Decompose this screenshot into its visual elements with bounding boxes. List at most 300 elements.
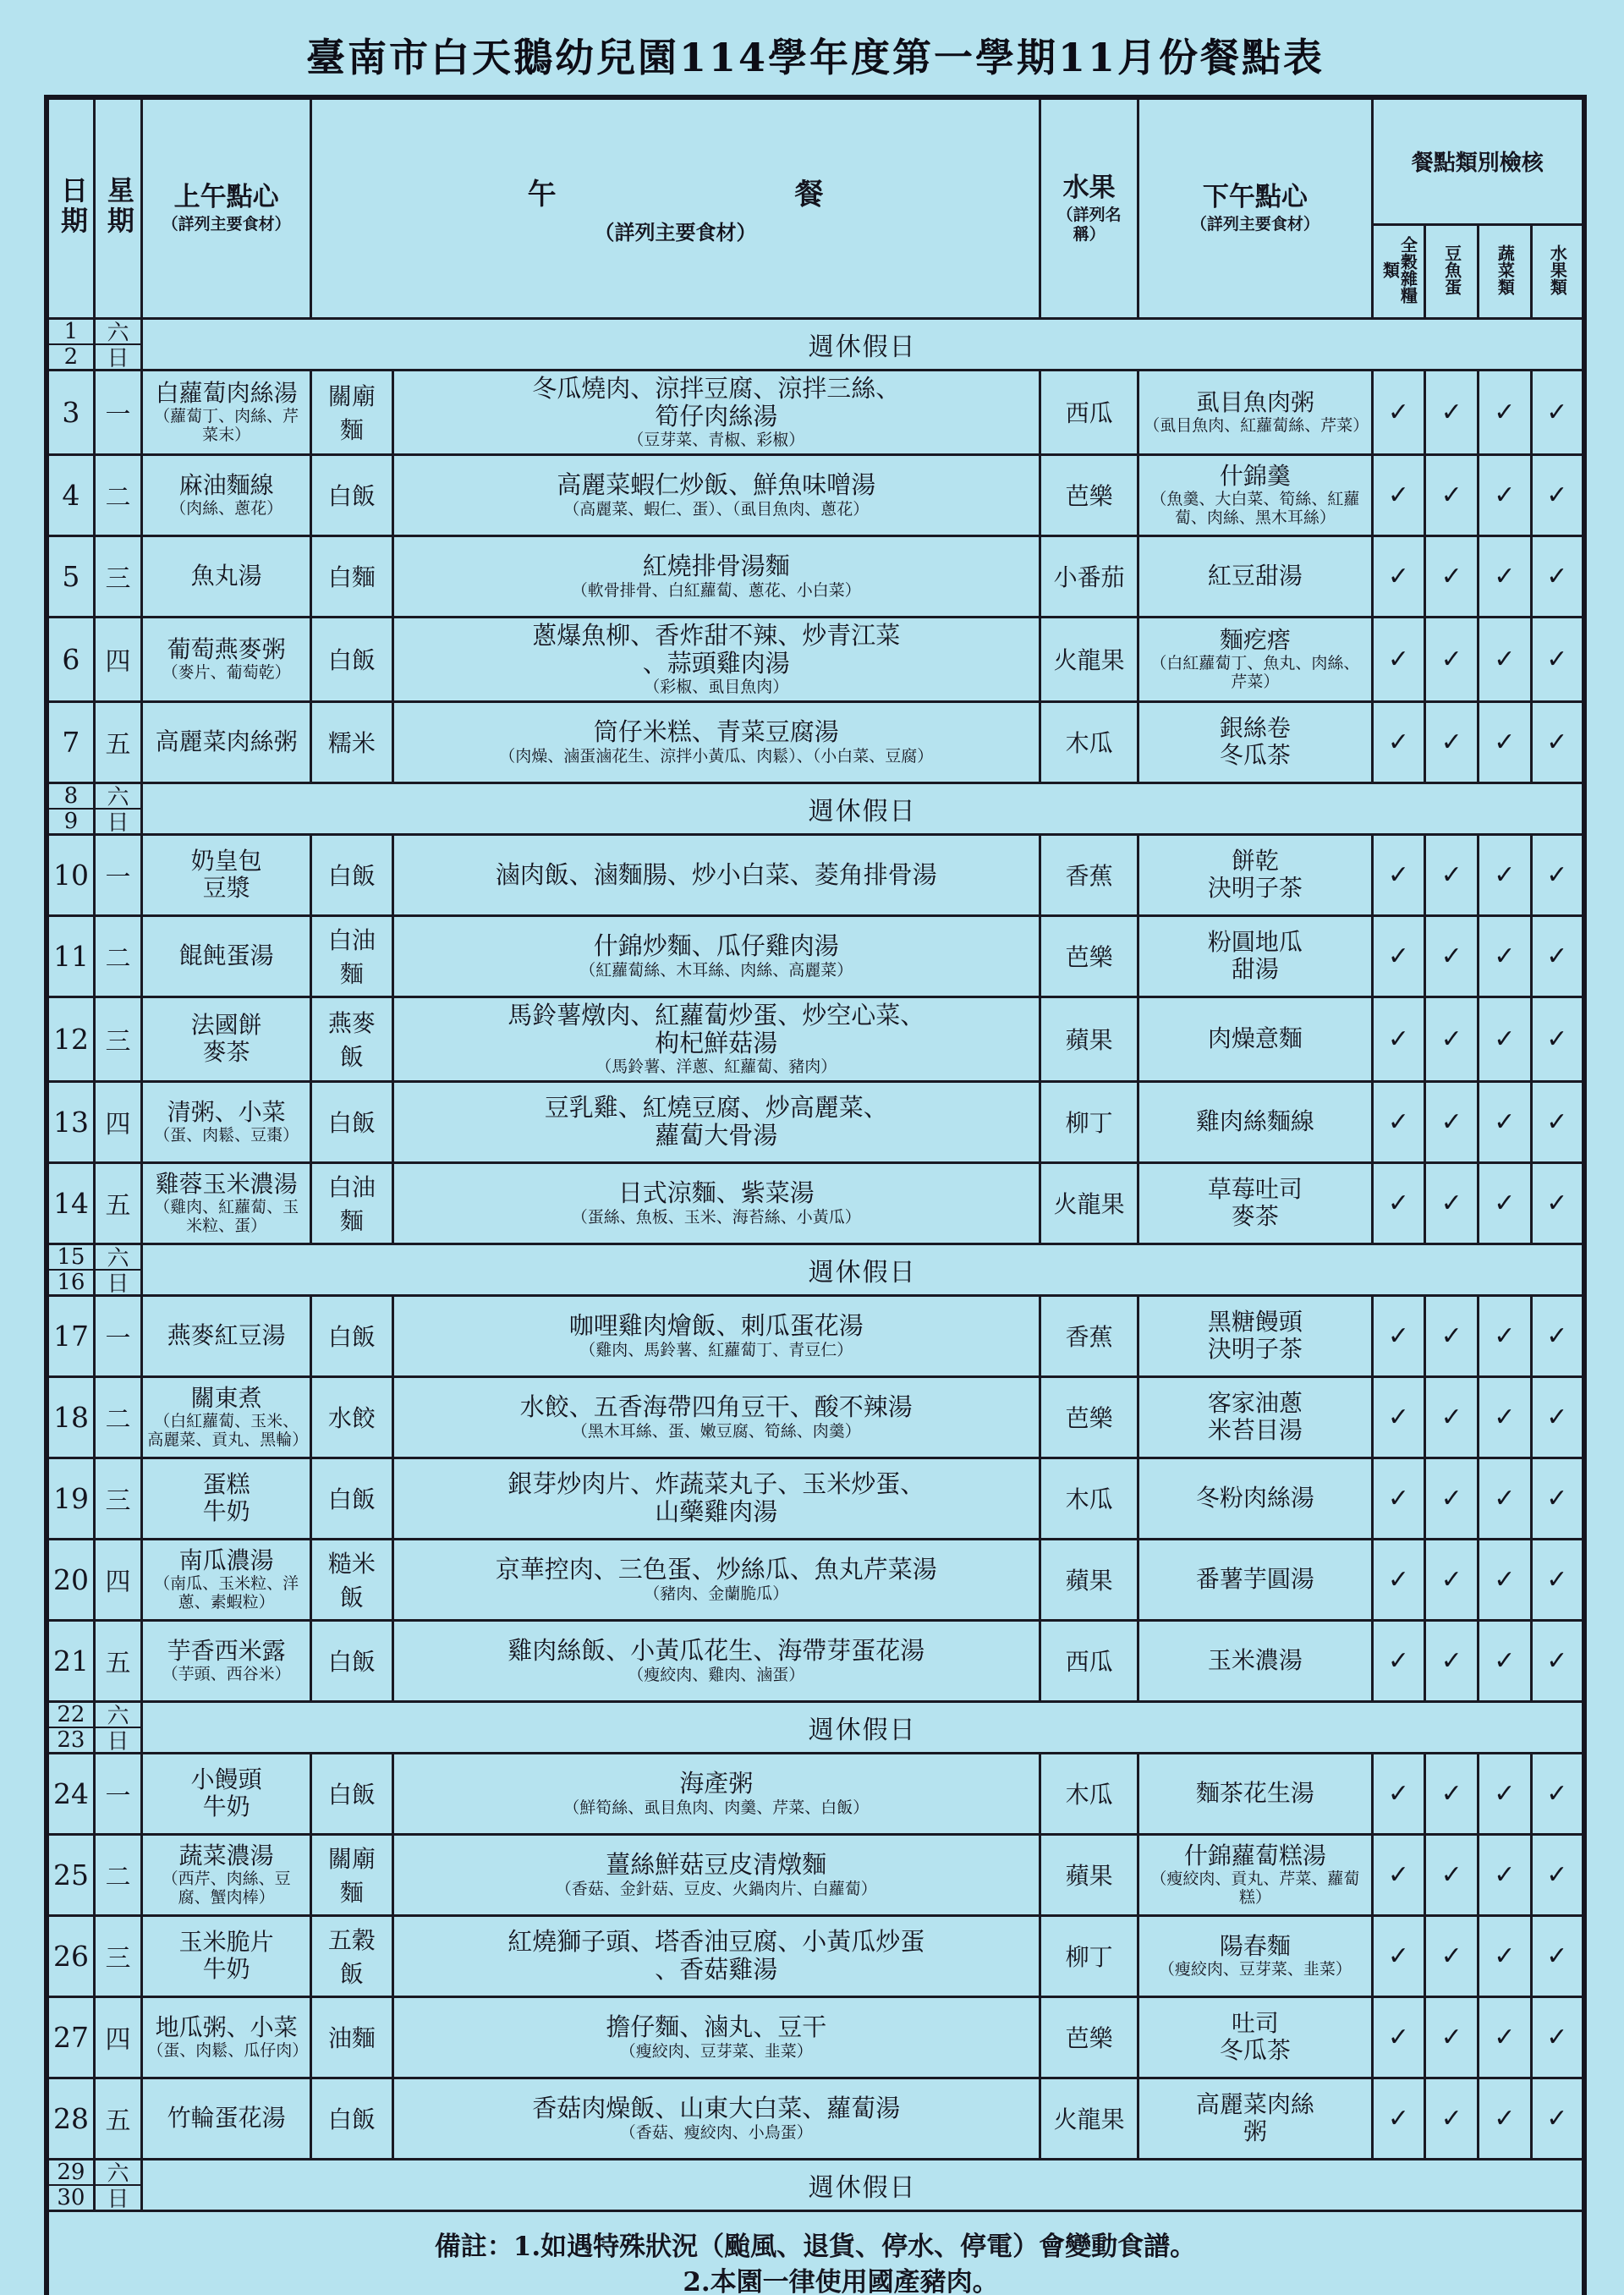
col-header-vegetables — [1479, 224, 1532, 318]
morning-snack-cell — [142, 1539, 311, 1620]
menu-item-text: 筍仔肉絲湯 — [655, 401, 778, 431]
menu-item-text: 牛奶 — [202, 1497, 250, 1526]
menu-day-row — [47, 1376, 1584, 1458]
weekday-cell: 五 — [94, 701, 141, 782]
lunch-cell — [392, 1539, 1040, 1620]
menu-ingredients-text: （軟骨排骨、白紅蘿蔔、蔥花、小白菜） — [571, 580, 861, 600]
lunch-cell — [392, 1162, 1040, 1244]
checkmark-cell: ✓ — [1372, 997, 1425, 1081]
menu-ingredients-text: （肉燥、滷蛋滷花生、涼拌小黃瓜、肉鬆）、（小白菜、豆腐） — [499, 746, 934, 766]
menu-item-text: 紅豆甜湯 — [1207, 562, 1303, 590]
date-pair-cell — [47, 782, 94, 834]
menu-ingredients-text: （魚羹、大白菜、筍絲、紅蘿蔔、肉絲、黑木耳絲） — [1150, 489, 1360, 528]
menu-day-row — [47, 1081, 1584, 1162]
morning-snack-cell — [142, 454, 311, 535]
checkmark-cell: ✓ — [1531, 1081, 1584, 1162]
date-pair-cell — [47, 1244, 94, 1295]
checkmark-cell: ✓ — [1425, 1996, 1479, 2078]
afternoon-snack-cell — [1138, 1915, 1372, 1996]
checkmark-cell: ✓ — [1531, 915, 1584, 997]
fruit-cell: 芭樂 — [1040, 915, 1138, 997]
checkmark-cell: ✓ — [1531, 1458, 1584, 1539]
menu-item-text: 黑糖饅頭 — [1207, 1308, 1303, 1337]
fruit-cell: 蘋果 — [1040, 1539, 1138, 1620]
menu-item-text: 牛奶 — [202, 1793, 250, 1821]
menu-day-row — [47, 617, 1584, 701]
weekday-cell: 一 — [94, 1295, 141, 1376]
date-value: 29 — [49, 2160, 93, 2186]
menu-item-text: 竹輪蛋花湯 — [167, 2104, 286, 2133]
checkmark-cell: ✓ — [1372, 1996, 1425, 2078]
menu-item-text: 高麗菜肉絲 — [1195, 2090, 1314, 2119]
checkmark-cell: ✓ — [1479, 370, 1532, 454]
menu-ingredients-text: （白紅蘿蔔丁、魚丸、肉絲、芹菜） — [1150, 653, 1360, 692]
menu-ingredients-text: （紅蘿蔔絲、木耳絲、肉絲、高麗菜） — [579, 960, 853, 980]
date-cell: 12 — [47, 997, 94, 1081]
date-cell: 14 — [47, 1162, 94, 1244]
morning-snack-cell — [142, 1162, 311, 1244]
weekend-label: 週休假日 — [142, 782, 1584, 834]
date-cell: 6 — [47, 617, 94, 701]
staple-cell: 白麵 — [311, 535, 392, 617]
checkmark-cell: ✓ — [1372, 1295, 1425, 1376]
menu-ingredients-text: （黑木耳絲、蛋、嫩豆腐、筍絲、肉羹） — [571, 1421, 861, 1441]
menu-item-text: 粉圓地瓜 — [1207, 928, 1303, 956]
menu-item-text: 日式涼麵、紫菜湯 — [617, 1178, 815, 1208]
vegetables-header-label: 蔬菜類 — [1495, 244, 1516, 295]
staple-cell: 白飯 — [311, 1620, 392, 1701]
fruit-cell: 火龍果 — [1040, 1162, 1138, 1244]
staple-cell: 關廟麵 — [311, 370, 392, 454]
checkmark-cell: ✓ — [1479, 454, 1532, 535]
menu-table-footer — [47, 2210, 1584, 2295]
weekend-label: 週休假日 — [142, 1701, 1584, 1753]
morning-snack-cell — [142, 1295, 311, 1376]
fruit-cell: 西瓜 — [1040, 370, 1138, 454]
checkmark-cell: ✓ — [1372, 617, 1425, 701]
afternoon-snack-cell — [1138, 1295, 1372, 1376]
checkmark-cell: ✓ — [1479, 1539, 1532, 1620]
note-line-2: 2.本園一律使用國產豬肉。 — [683, 2266, 999, 2295]
checkmark-cell: ✓ — [1372, 1376, 1425, 1458]
menu-item-text: 豆漿 — [202, 874, 250, 903]
checkmark-cell: ✓ — [1372, 1834, 1425, 1915]
weekday-cell: 四 — [94, 1081, 141, 1162]
checkmark-cell: ✓ — [1479, 1620, 1532, 1701]
menu-item-text: 玉米濃湯 — [1207, 1646, 1303, 1675]
menu-item-text: 雞肉絲飯、小黃瓜花生、海帶芽蛋花湯 — [508, 1636, 925, 1666]
weekday-value: 六 — [96, 784, 140, 810]
fruit-cell: 木瓜 — [1040, 701, 1138, 782]
menu-day-row — [47, 2078, 1584, 2159]
date-cell: 11 — [47, 915, 94, 997]
menu-ingredients-text: （鮮筍絲、虱目魚肉、肉羹、芹菜、白飯） — [563, 1798, 870, 1817]
checkmark-cell: ✓ — [1479, 2078, 1532, 2159]
morning-header-label: 上午點心 — [173, 182, 279, 213]
checkmark-cell: ✓ — [1531, 2078, 1584, 2159]
weekday-pair-cell — [94, 1244, 141, 1295]
date-value: 9 — [63, 808, 79, 834]
checkmark-cell: ✓ — [1531, 1539, 1584, 1620]
col-header-check-group: 餐點類別檢核 — [1372, 97, 1584, 224]
menu-item-text: 魚丸湯 — [190, 562, 262, 590]
fruit-cell: 芭樂 — [1040, 1996, 1138, 2078]
fruit-cell: 柳丁 — [1040, 1081, 1138, 1162]
weekday-cell: 三 — [94, 1458, 141, 1539]
menu-item-text: 高麗菜蝦仁炒飯、鮮魚味噌湯 — [557, 470, 876, 500]
date-value: 8 — [49, 784, 93, 810]
staple-cell: 白飯 — [311, 1458, 392, 1539]
lunch-cell — [392, 701, 1040, 782]
weekday-pair-cell — [94, 782, 141, 834]
checkmark-cell: ✓ — [1372, 834, 1425, 915]
menu-day-row — [47, 454, 1584, 535]
menu-item-text: 雞蓉玉米濃湯 — [155, 1169, 298, 1198]
checkmark-cell: ✓ — [1372, 2078, 1425, 2159]
menu-item-text: 麥茶 — [202, 1038, 250, 1067]
checkmark-cell: ✓ — [1425, 1081, 1479, 1162]
menu-item-text: 吐司 — [1231, 2009, 1279, 2038]
staple-cell: 白飯 — [311, 617, 392, 701]
afternoon-snack-cell — [1138, 1539, 1372, 1620]
menu-ingredients-text: （蛋絲、魚板、玉米、海苔絲、小黃瓜） — [571, 1207, 861, 1227]
menu-item-text: 筒仔米糕、青菜豆腐湯 — [593, 717, 839, 747]
menu-item-text: 什錦羹 — [1219, 461, 1291, 490]
menu-day-row — [47, 915, 1584, 997]
checkmark-cell: ✓ — [1425, 454, 1479, 535]
menu-item-text: 海產粥 — [679, 1769, 754, 1798]
lunch-cell — [392, 834, 1040, 915]
menu-item-text: 牛奶 — [202, 1955, 250, 1984]
menu-item-text: 麥茶 — [1231, 1202, 1279, 1231]
fruit-cell: 木瓜 — [1040, 1458, 1138, 1539]
table-header — [47, 97, 1584, 318]
menu-item-text: 小饅頭 — [190, 1765, 262, 1794]
menu-ingredients-text: （蛋、肉鬆、豆棗） — [154, 1126, 299, 1145]
menu-ingredients-text: （虱目魚肉、紅蘿蔔絲、芹菜） — [1144, 415, 1369, 435]
col-header-morning-snack — [142, 97, 311, 318]
col-header-weekday — [94, 97, 141, 318]
weekday-cell: 三 — [94, 997, 141, 1081]
menu-item-text: 芋香西米露 — [167, 1636, 286, 1665]
checkmark-cell: ✓ — [1531, 1915, 1584, 1996]
col-header-fruits-class — [1531, 224, 1584, 318]
menu-item-text: 麵茶花生湯 — [1195, 1779, 1314, 1808]
date-cell: 7 — [47, 701, 94, 782]
date-cell: 17 — [47, 1295, 94, 1376]
weekday-value: 日 — [107, 1271, 129, 1296]
menu-ingredients-text: （馬鈴薯、洋蔥、紅蘿蔔、豬肉） — [595, 1057, 837, 1077]
fruit-cell: 芭樂 — [1040, 454, 1138, 535]
menu-item-text: 燕麥紅豆湯 — [167, 1321, 286, 1350]
morning-snack-cell — [142, 617, 311, 701]
checkmark-cell: ✓ — [1425, 997, 1479, 1081]
menu-item-text: 什錦蘿蔔糕湯 — [1183, 1841, 1326, 1869]
weekend-label: 週休假日 — [142, 2159, 1584, 2210]
checkmark-cell: ✓ — [1425, 2078, 1479, 2159]
menu-item-text: 水餃、五香海帶四角豆干、酸不辣湯 — [519, 1392, 913, 1422]
afternoon-snack-cell — [1138, 2078, 1372, 2159]
morning-snack-cell — [142, 834, 311, 915]
checkmark-cell: ✓ — [1425, 1834, 1479, 1915]
menu-item-text: 番薯芋圓湯 — [1195, 1565, 1314, 1594]
date-pair-cell — [47, 1701, 94, 1753]
lunch-cell — [392, 915, 1040, 997]
menu-item-text: 紅燒排骨湯麵 — [642, 552, 790, 581]
menu-item-text: 草莓吐司 — [1207, 1175, 1303, 1204]
lunch-cell — [392, 1834, 1040, 1915]
checkmark-cell: ✓ — [1425, 535, 1479, 617]
fruit-cell: 火龍果 — [1040, 617, 1138, 701]
morning-snack-cell — [142, 1834, 311, 1915]
date-cell: 26 — [47, 1915, 94, 1996]
menu-item-text: 京華控肉、三色蛋、炒絲瓜、魚丸芹菜湯 — [495, 1555, 937, 1584]
fruit-cell: 蘋果 — [1040, 997, 1138, 1081]
menu-item-text: 南瓜濃湯 — [178, 1546, 274, 1574]
menu-item-text: 餅乾 — [1231, 847, 1279, 875]
menu-ingredients-text: （香菇、瘦絞肉、小鳥蛋） — [619, 2122, 813, 2142]
menu-day-row — [47, 834, 1584, 915]
menu-ingredients-text: （肉絲、蔥花） — [170, 498, 283, 518]
checkmark-cell: ✓ — [1372, 1458, 1425, 1539]
checkmark-cell: ✓ — [1372, 701, 1425, 782]
morning-snack-cell — [142, 1620, 311, 1701]
col-header-fruit — [1040, 97, 1138, 318]
menu-day-row — [47, 1996, 1584, 2078]
checkmark-cell: ✓ — [1425, 1458, 1479, 1539]
staple-cell: 白油麵 — [311, 915, 392, 997]
menu-item-text: 豆乳雞、紅燒豆腐、炒高麗菜、 — [544, 1092, 888, 1122]
checkmark-cell: ✓ — [1531, 454, 1584, 535]
col-header-grains — [1372, 224, 1425, 318]
menu-item-text: 玉米脆片 — [178, 1928, 274, 1957]
notes-row — [47, 2210, 1584, 2295]
checkmark-cell: ✓ — [1531, 1834, 1584, 1915]
date-cell: 3 — [47, 370, 94, 454]
date-value: 15 — [49, 1245, 93, 1271]
menu-ingredients-text: （豆芽菜、青椒、彩椒） — [628, 431, 805, 450]
checkmark-cell: ✓ — [1531, 1162, 1584, 1244]
checkmark-cell: ✓ — [1531, 535, 1584, 617]
staple-cell: 白飯 — [311, 1753, 392, 1834]
menu-item-text: 肉燥意麵 — [1207, 1024, 1303, 1053]
menu-item-text: 麵疙瘩 — [1219, 625, 1291, 654]
menu-day-row — [47, 1539, 1584, 1620]
menu-item-text: 咖哩雞肉燴飯、刺瓜蛋花湯 — [568, 1311, 864, 1341]
afternoon-snack-cell — [1138, 1081, 1372, 1162]
checkmark-cell: ✓ — [1425, 617, 1479, 701]
checkmark-cell: ✓ — [1479, 535, 1532, 617]
protein-header-label: 豆魚蛋 — [1441, 244, 1462, 295]
page-title: 臺南市白天鵝幼兒園114學年度第一學期11月份餐點表 — [305, 35, 1325, 80]
menu-item-text: 擔仔麵、滷丸、豆干 — [606, 2012, 827, 2042]
menu-item-text: 冬瓜茶 — [1219, 2036, 1291, 2065]
checkmark-cell: ✓ — [1479, 834, 1532, 915]
menu-item-text: 地瓜粥、小菜 — [155, 2012, 298, 2041]
weekday-pair-cell — [94, 2159, 141, 2210]
menu-day-row — [47, 701, 1584, 782]
menu-ingredients-text: （雞肉、馬鈴薯、紅蘿蔔丁、青豆仁） — [579, 1340, 853, 1359]
weekend-row — [47, 318, 1584, 370]
menu-day-row — [47, 1915, 1584, 1996]
col-header-date — [47, 97, 94, 318]
fruit-header-label: 水果 — [1062, 172, 1116, 203]
checkmark-cell: ✓ — [1531, 1620, 1584, 1701]
afternoon-snack-cell — [1138, 454, 1372, 535]
date-value: 1 — [49, 320, 93, 345]
checkmark-cell: ✓ — [1425, 701, 1479, 782]
lunch-header-label: 午 餐 — [527, 178, 824, 212]
menu-day-row — [47, 1620, 1584, 1701]
weekday-header-label: 星期 — [102, 176, 135, 238]
checkmark-cell: ✓ — [1372, 915, 1425, 997]
checkmark-cell: ✓ — [1479, 997, 1532, 1081]
weekday-pair-cell — [94, 318, 141, 370]
checkmark-cell: ✓ — [1479, 617, 1532, 701]
fruit-cell: 小番茄 — [1040, 535, 1138, 617]
fruit-cell: 香蕉 — [1040, 834, 1138, 915]
checkmark-cell: ✓ — [1531, 1376, 1584, 1458]
menu-item-text: 餛飩蛋湯 — [178, 942, 274, 970]
menu-item-text: 冬瓜燒肉、涼拌豆腐、涼拌三絲、 — [532, 373, 901, 403]
menu-item-text: 高麗菜肉絲粥 — [155, 727, 298, 756]
menu-item-text: 法國餅 — [190, 1011, 262, 1040]
date-value: 22 — [49, 1703, 93, 1728]
fruit-cell: 芭樂 — [1040, 1376, 1138, 1458]
fruit-cell: 西瓜 — [1040, 1620, 1138, 1701]
date-cell: 4 — [47, 454, 94, 535]
weekday-cell: 四 — [94, 1996, 141, 2078]
date-value: 23 — [57, 1727, 85, 1753]
menu-item-text: 枸杞鮮菇湯 — [655, 1029, 778, 1058]
afternoon-header-label: 下午點心 — [1202, 182, 1308, 213]
date-pair-cell — [47, 318, 94, 370]
date-cell: 21 — [47, 1620, 94, 1701]
weekend-row — [47, 1701, 1584, 1753]
weekday-cell: 五 — [94, 1620, 141, 1701]
checkmark-cell: ✓ — [1479, 701, 1532, 782]
weekday-cell: 二 — [94, 454, 141, 535]
weekend-row — [47, 1244, 1584, 1295]
afternoon-snack-cell — [1138, 834, 1372, 915]
menu-item-text: 雞肉絲麵線 — [1195, 1107, 1314, 1136]
weekday-cell: 二 — [94, 1834, 141, 1915]
menu-item-text: 奶皇包 — [190, 847, 262, 875]
menu-item-text: 香菇肉燥飯、山東大白菜、蘿蔔湯 — [532, 2094, 901, 2123]
staple-cell: 關廟麵 — [311, 1834, 392, 1915]
menu-ingredients-text: （瘦絞肉、豆芽菜、韭菜） — [1158, 1960, 1352, 1979]
lunch-cell — [392, 1295, 1040, 1376]
menu-ingredients-text: （彩椒、虱目魚肉） — [644, 678, 789, 697]
menu-item-text: 蘿蔔大骨湯 — [655, 1121, 778, 1150]
fruit-cell: 柳丁 — [1040, 1915, 1138, 1996]
date-cell: 27 — [47, 1996, 94, 2078]
morning-snack-cell — [142, 1753, 311, 1834]
checkmark-cell: ✓ — [1372, 1620, 1425, 1701]
col-header-afternoon-snack — [1138, 97, 1372, 318]
menu-item-text: 冬瓜茶 — [1219, 741, 1291, 770]
morning-snack-cell — [142, 701, 311, 782]
menu-item-text: 麻油麵線 — [178, 470, 274, 499]
checkmark-cell: ✓ — [1479, 915, 1532, 997]
staple-cell: 白飯 — [311, 454, 392, 535]
menu-ingredients-text: （雞肉、紅蘿蔔、玉米粒、蛋） — [154, 1197, 299, 1236]
menu-ingredients-text: （高麗菜、蝦仁、蛋）、（虱目魚肉、蔥花） — [563, 499, 870, 519]
menu-item-text: 甜湯 — [1231, 955, 1279, 984]
afternoon-snack-cell — [1138, 1162, 1372, 1244]
checkmark-cell: ✓ — [1372, 1539, 1425, 1620]
weekday-cell: 三 — [94, 535, 141, 617]
lunch-cell — [392, 1458, 1040, 1539]
menu-table — [44, 95, 1587, 2295]
menu-item-text: 馬鈴薯燉肉、紅蘿蔔炒蛋、炒空心菜、 — [508, 1000, 925, 1029]
weekday-value: 六 — [96, 1703, 140, 1728]
morning-snack-cell — [142, 1915, 311, 1996]
menu-ingredients-text: （蘿蔔丁、肉絲、芹菜末） — [154, 406, 299, 445]
menu-item-text: 、香菇雞湯 — [655, 1955, 778, 1985]
weekday-cell: 四 — [94, 1539, 141, 1620]
checkmark-cell: ✓ — [1479, 1295, 1532, 1376]
afternoon-snack-cell — [1138, 617, 1372, 701]
weekend-row — [47, 782, 1584, 834]
lunch-cell — [392, 617, 1040, 701]
date-cell: 13 — [47, 1081, 94, 1162]
date-cell: 20 — [47, 1539, 94, 1620]
menu-item-text: 清粥、小菜 — [167, 1097, 286, 1126]
date-cell: 19 — [47, 1458, 94, 1539]
checkmark-cell: ✓ — [1531, 617, 1584, 701]
menu-item-text: 決明子茶 — [1207, 874, 1303, 903]
menu-ingredients-text: （白紅蘿蔔、玉米、高麗菜、貢丸、黑輪） — [147, 1411, 309, 1450]
weekday-cell: 三 — [94, 1915, 141, 1996]
lunch-cell — [392, 1996, 1040, 2078]
note-line-1: 備註：1.如遇特殊狀況（颱風、退貨、停水、停電）會變動食譜。 — [434, 2231, 1197, 2262]
checkmark-cell: ✓ — [1531, 701, 1584, 782]
date-pair-cell — [47, 2159, 94, 2210]
afternoon-snack-cell — [1138, 535, 1372, 617]
staple-cell: 燕麥飯 — [311, 997, 392, 1081]
menu-item-text: 滷肉飯、滷麵腸、炒小白菜、菱角排骨湯 — [495, 859, 937, 889]
checkmark-cell: ✓ — [1531, 834, 1584, 915]
afternoon-snack-cell — [1138, 1753, 1372, 1834]
checkmark-cell: ✓ — [1531, 1295, 1584, 1376]
morning-snack-cell — [142, 2078, 311, 2159]
date-value: 2 — [63, 343, 79, 370]
afternoon-snack-cell — [1138, 1458, 1372, 1539]
afternoon-snack-cell — [1138, 1996, 1372, 2078]
menu-table-body — [47, 318, 1584, 2210]
afternoon-header-sublabel: （詳列主要食材） — [1190, 215, 1320, 234]
staple-cell: 油麵 — [311, 1996, 392, 2078]
menu-item-text: 客家油蔥 — [1207, 1389, 1303, 1418]
afternoon-snack-cell — [1138, 370, 1372, 454]
fruit-cell: 香蕉 — [1040, 1295, 1138, 1376]
morning-snack-cell — [142, 535, 311, 617]
staple-cell: 水餃 — [311, 1376, 392, 1458]
morning-snack-cell — [142, 997, 311, 1081]
fruits-class-header-label: 水果類 — [1547, 244, 1568, 295]
date-cell: 25 — [47, 1834, 94, 1915]
lunch-cell — [392, 1081, 1040, 1162]
fruit-header-sublabel: （詳列名稱） — [1056, 206, 1122, 244]
weekend-label: 週休假日 — [142, 318, 1584, 370]
menu-day-row — [47, 1834, 1584, 1915]
menu-item-text: 葡萄燕麥粥 — [167, 634, 286, 663]
menu-item-text: 白蘿蔔肉絲湯 — [155, 378, 298, 407]
checkmark-cell: ✓ — [1372, 454, 1425, 535]
menu-item-text: 銀芽炒肉片、炸蔬菜丸子、玉米炒蛋、 — [508, 1469, 925, 1498]
staple-cell: 糯米 — [311, 701, 392, 782]
